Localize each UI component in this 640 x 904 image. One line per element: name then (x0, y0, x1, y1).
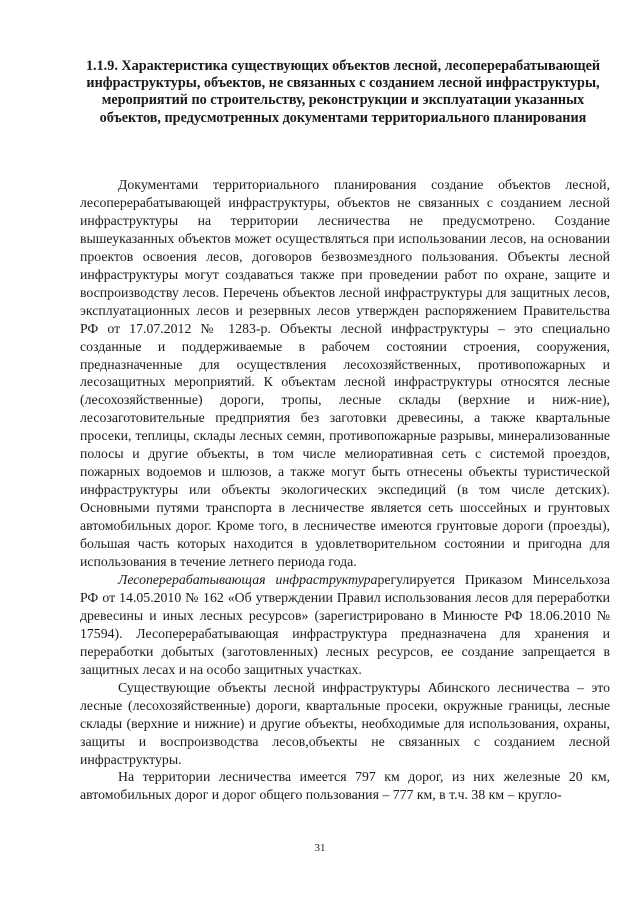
paragraph-roads: На территории лесничества имеется 797 км дорог, из них железные 20 км, автомобильных дорог и дорог общего пользования – 777 км, в т.ч. 38 км – кругло- (80, 769, 610, 803)
section-heading: 1.1.9. Характеристика существующих объектов лесной, лесоперерабатывающей инфраструктуры, объектов, не связанных с созданием лесной инфраструктуры, мероприятий по строительству, реконструкции и эксплуатации указанных объектов, предусмотренных документами территориального планирования (85, 58, 601, 126)
paragraph-infrastructure-overview: Документами территориального планирования создание объектов лесной, лесоперерабатывающей инфраструктуры, объектов не связанных с созданием лесной инфраструктуры на территории лесничества не предусмотрено. Создание вышеуказанных объектов может осуществляться при использовании лесов, на основании проектов освоения лесов, договоров безвозмездного пользования. Объекты лесной инфраструктуры могут создаваться также при проведении работ по охране, защите и воспроизводству лесов. Перечень объектов лесной инфраструктуры для защитных лесов, эксплуатационных лесов и резервных лесов утвержден распоряжением Правительства РФ от 17.07.2012 № 1283-р. Объекты лесной инфраструктуры – это специально созданные и поддерживаемые в рабочем состоянии строения, сооружения, предназначенные для осуществления лесохозяйственных, противопожарных и лесозащитных мероприятий. К объектам лесной инфраструктуры относятся лесные (лесохозяйственные) дороги, тропы, лесные склады (верхние и ниж-ние), лесозаготовительные предприятия без заготовки древесины, а также квартальные просеки, теплицы, склады лесных семян, противопожарные разрывы, минерализованные полосы и другие объекты, в том числе мелиоративная сеть с системой проездов, пожарных водоемов и шлюзов, а также могут быть отнесены объекты туристической инфраструктуры или объекты экологических экспедиций (в том числе детских). Основными путями транспорта в лесничестве является сеть шоссейных и грунтовых автомобильных дорог. Кроме того, в лесничестве имеются грунтовые дороги (проезды), большая часть которых находится в удовлетворительном состоянии и пригодна для использования в течение летнего периода года. (80, 177, 610, 570)
processing-infrastructure-text: регулируется Приказом Минсельхоза РФ от 14.05.2010 № 162 «Об утверждении Правил использования лесов для переработки древесины и иных лесных ресурсов» (зарегистрировано в Минюсте РФ 18.06.2010 № 17594). Лесоперерабатывающая инфраструктура предназначена для хранения и переработки добытых (заготовленных) лесных ресурсов, ее создание запрещается в защитных лесах и на особо защитных участках. (80, 571, 611, 677)
body-text (80, 176, 610, 804)
paragraph-existing-objects: Существующие объекты лесной инфраструктуры Абинского лесничества – это лесные (лесохозяйственные) дороги, квартальные просеки, окружные границы, лесные склады (верхние и нижние) и другие объекты, необходимые для использования, охраны, защиты и воспроизводства лесов,объекты не связанных с созданием лесной инфраструктуры. (80, 679, 610, 767)
processing-infrastructure-term: Лесоперерабатывающая инфраструктура (118, 571, 378, 587)
page-number: 31 (314, 842, 326, 854)
paragraph-processing-infrastructure (80, 571, 610, 679)
